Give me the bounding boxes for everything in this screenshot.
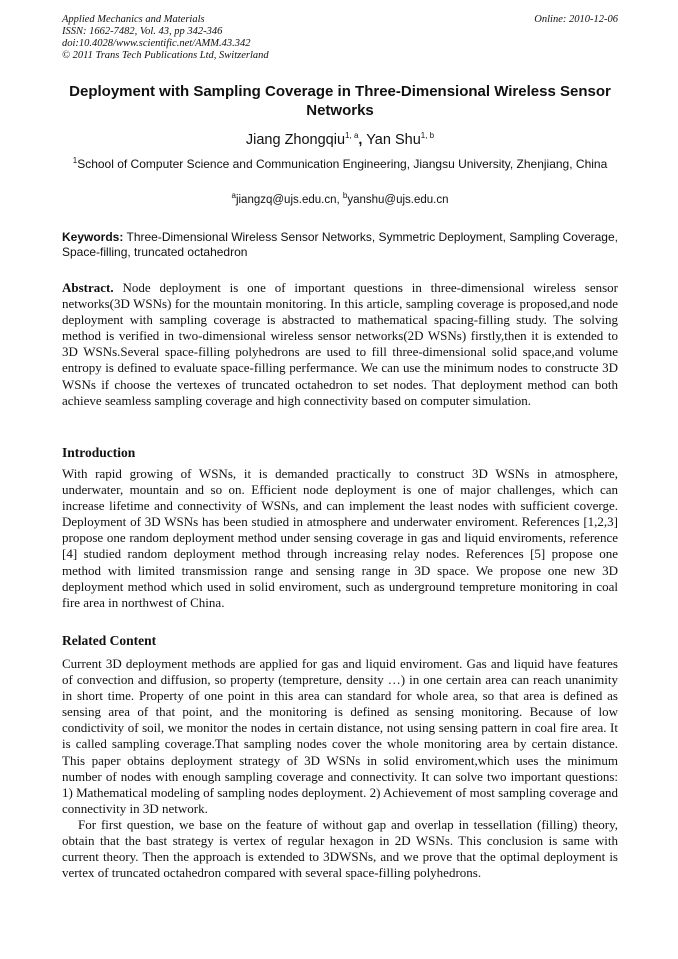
author-2-sup: 1, b — [420, 131, 435, 141]
paper-title: Deployment with Sampling Coverage in Three-Dimensional Wireless Sensor Networks — [69, 83, 611, 119]
issn-line: ISSN: 1662-7482, Vol. 43, pp 342-346 — [62, 26, 223, 37]
journal-header — [62, 14, 618, 62]
online-date: Online: 2010-12-06 — [534, 14, 618, 25]
abstract-text: Node deployment is one of important questions in three-dimensional wireless sensor networks(3D WSNs) for the mountain monitoring. In this article, sampling coverage is proposed,and node deployment with sampling coverage is abstracted to mathematical spacing-filling study. The solving method is verified in two-dimensional wireless sensor networks(2D WSNs) firstly,then it is extended to 3D WSNs.Several space-filling polyhedrons are used to fill three-dimensional solid space,and volume entropy is defined to evaluate space-filling perfermance. We can use the minimum nodes to constructe 3D WSNs if choose the vertexes of truncated octahedron to set nodes. That deployment method can both achieve seamless sampling coverage and high connectivity based on computer simulation. — [62, 280, 618, 408]
affiliation — [62, 157, 618, 172]
introduction-heading: Introduction — [62, 445, 136, 460]
email-a-sup: a — [231, 191, 236, 201]
affiliation-sup: 1 — [72, 156, 78, 165]
related-paragraph-1: Current 3D deployment methods are applied for gas and liquid enviroment. Gas and liquid have features of convection and diffusion, so property (tempreture, density …) in one certain area can reach unanimity in short time. Property of one point in this area can standard for whole area, so that area is defined as sensing area of that point, and the monitoring is defined as sensing monitoring. Because of low condictivity of soil, we monitor the nodes in certain distance, not using sensing pattern in coal fire area. It is called sampling coverage.That sampling nodes cover the whole monitoring area by certain distance. This paper obtains deployment strategy of 3D WSNs in solid enviroment,which uses the minimum number of nodes with enough sampling coverage and connectivity. It can solve two important questions: 1) Mathematical modeling of sampling nodes deployment. 2) Achievement of most sampling coverage and connectivity in 3D network. — [62, 656, 618, 816]
author-1: Jiang Zhongqiu — [245, 132, 346, 148]
doi-line: doi:10.4028/www.scientific.net/AMM.43.342 — [62, 38, 251, 49]
copyright-line: © 2011 Trans Tech Publications Ltd, Switzerland — [62, 50, 269, 61]
related-content-heading: Related Content — [62, 633, 157, 648]
email-a: jiangzq@ujs.edu.cn, — [235, 194, 343, 206]
journal-name: Applied Mechanics and Materials — [62, 14, 205, 25]
keywords — [62, 230, 618, 259]
introduction-text: With rapid growing of WSNs, it is demanded practically to construct 3D WSNs in atmosphere, underwater, mountain and so on. Efficient node deployment is one of major challenges, which can increase lifetime and connectivity of WSNs, and can implement the least nodes with sufficient coverge. Deployment of 3D WSNs has been studied in atmosphere and underwater enviroment. References [1,2,3] propose one random deployment method under sensing coverage in gas and liquid enviroments, reference [4] studied random deployment method through increasing relay nodes. References [5] propose one method with limited transmission range and sensing range in 3D space. We propose one new 3D deployment method which used in solid enviroment, such as underground tempreture monitoring in coal fire area in northwest of China. — [62, 466, 618, 610]
abstract — [62, 280, 618, 409]
email-b: yanshu@ujs.edu.cn — [347, 194, 449, 206]
author-1-sup: 1, a — [345, 131, 359, 141]
email-b-sup: b — [342, 191, 348, 201]
affiliation-text: School of Computer Science and Communication Engineering, Jiangsu University, Zhenjiang, China — [77, 157, 608, 171]
related-content — [62, 656, 618, 881]
keywords-label: Keywords: — [62, 230, 124, 244]
related-paragraph-2: For first question, we base on the feature of without gap and overlap in tessellation (filling) theory, obtain that the bast strategy is vertex of regular hexagon in 2D WSNs. This conclusion is same with current theory. Then the approach is extended to 3DWSNs, and we prove that the optimal deployment is vertex of truncated octahedron compared with several space-filling polyhedrons. — [62, 816, 618, 881]
email-line — [62, 193, 618, 208]
author-2: Yan Shu — [366, 132, 421, 148]
abstract-label: Abstract. — [62, 280, 114, 295]
keywords-text: Three-Dimensional Wireless Sensor Networks, Symmetric Deployment, Sampling Coverage, Space-filling, truncated octahedron — [62, 230, 618, 259]
author-line: Jiang Zhongqiu$^{1, a}$, Yan Shu$^{1, b}$ — [245, 131, 435, 148]
